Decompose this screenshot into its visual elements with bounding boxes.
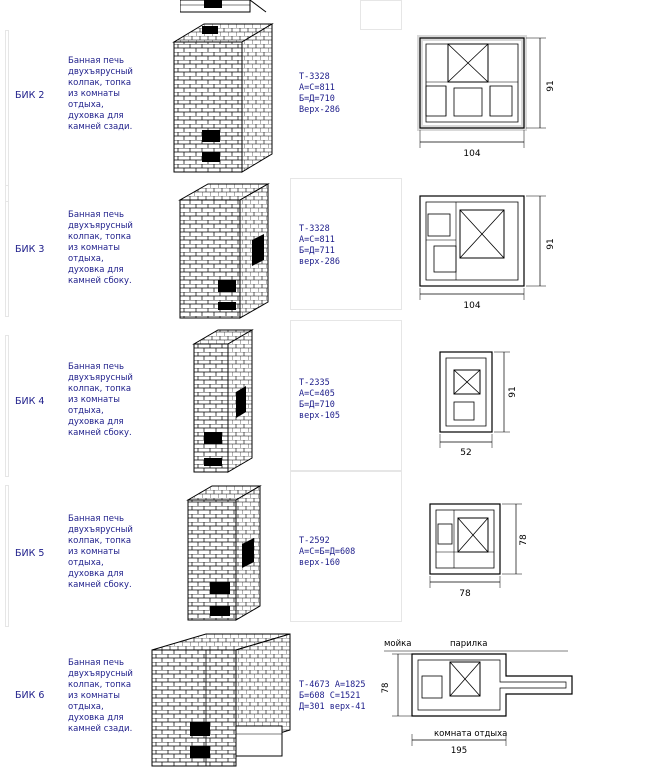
plan-label-washroom: мойка <box>384 639 412 649</box>
stove-drawing <box>150 630 295 768</box>
stove-description: Банная печь двухъярусный колпак, топка из комнаты отдыха, духовка для камней сзади. <box>68 658 133 734</box>
plan-label-rest-room: комната отдыха <box>434 729 508 739</box>
floor-plan <box>410 32 560 162</box>
width-dimension: 104 <box>463 301 481 311</box>
width-dimension: 195 <box>450 746 468 756</box>
stove-drawing-partial <box>180 0 270 14</box>
stove-specs: Т-3328 А=С=811 Б=Д=711 верх-286 <box>299 224 340 267</box>
height-dimension: 91 <box>546 238 556 250</box>
height-dimension: 78 <box>519 534 529 546</box>
stove-code: БИК 6 <box>15 690 45 701</box>
stove-drawing <box>172 20 277 175</box>
stove-specs: Т-3328 А=С=811 Б=Д=710 Верх-286 <box>299 72 340 115</box>
stove-drawing <box>192 328 257 476</box>
floor-plan <box>420 500 530 600</box>
stove-code: БИК 3 <box>15 244 45 255</box>
stove-specs: Т-2335 А=С=405 Б=Д=710 верх-105 <box>299 378 340 421</box>
height-dimension: 91 <box>508 386 518 398</box>
row-bik-2 <box>0 18 670 178</box>
stove-code: БИК 4 <box>15 396 45 407</box>
floor-plan <box>430 348 520 458</box>
stove-description: Банная печь двухъярусный колпак, топка из комнаты отдыха, духовка для камней сбоку. <box>68 210 133 286</box>
width-dimension: 104 <box>463 149 481 159</box>
stove-description: Банная печь двухъярусный колпак, топка из комнаты отдыха, духовка для камней сбоку. <box>68 362 133 438</box>
stove-drawing <box>178 180 273 322</box>
stove-code: БИК 5 <box>15 548 45 559</box>
row-bik-6 <box>0 628 670 769</box>
stove-description: Банная печь двухъярусный колпак, топка из комнаты отдыха, духовка для камней сзади. <box>68 56 133 132</box>
stove-drawing <box>186 482 264 624</box>
stove-code: БИК 2 <box>15 90 45 101</box>
row-bik-4 <box>0 328 670 478</box>
row-bik-5 <box>0 478 670 628</box>
floor-plan <box>378 636 583 769</box>
stove-specs: Т-4673 А=1825 Б=608 С=1521 Д=301 верх-41 <box>299 680 366 712</box>
stove-description: Банная печь двухъярусный колпак, топка из комнаты отдыха, духовка для камней сбоку. <box>68 514 133 590</box>
plan-label-steamroom: парилка <box>450 639 488 649</box>
height-dimension: 91 <box>546 80 556 92</box>
height-dimension: 78 <box>381 682 391 694</box>
floor-plan <box>410 190 560 320</box>
width-dimension: 52 <box>460 448 472 458</box>
stove-specs: Т-2592 А=С=Б=Д=608 верх-160 <box>299 536 356 568</box>
row-bik-3 <box>0 178 670 328</box>
width-dimension: 78 <box>459 589 471 599</box>
